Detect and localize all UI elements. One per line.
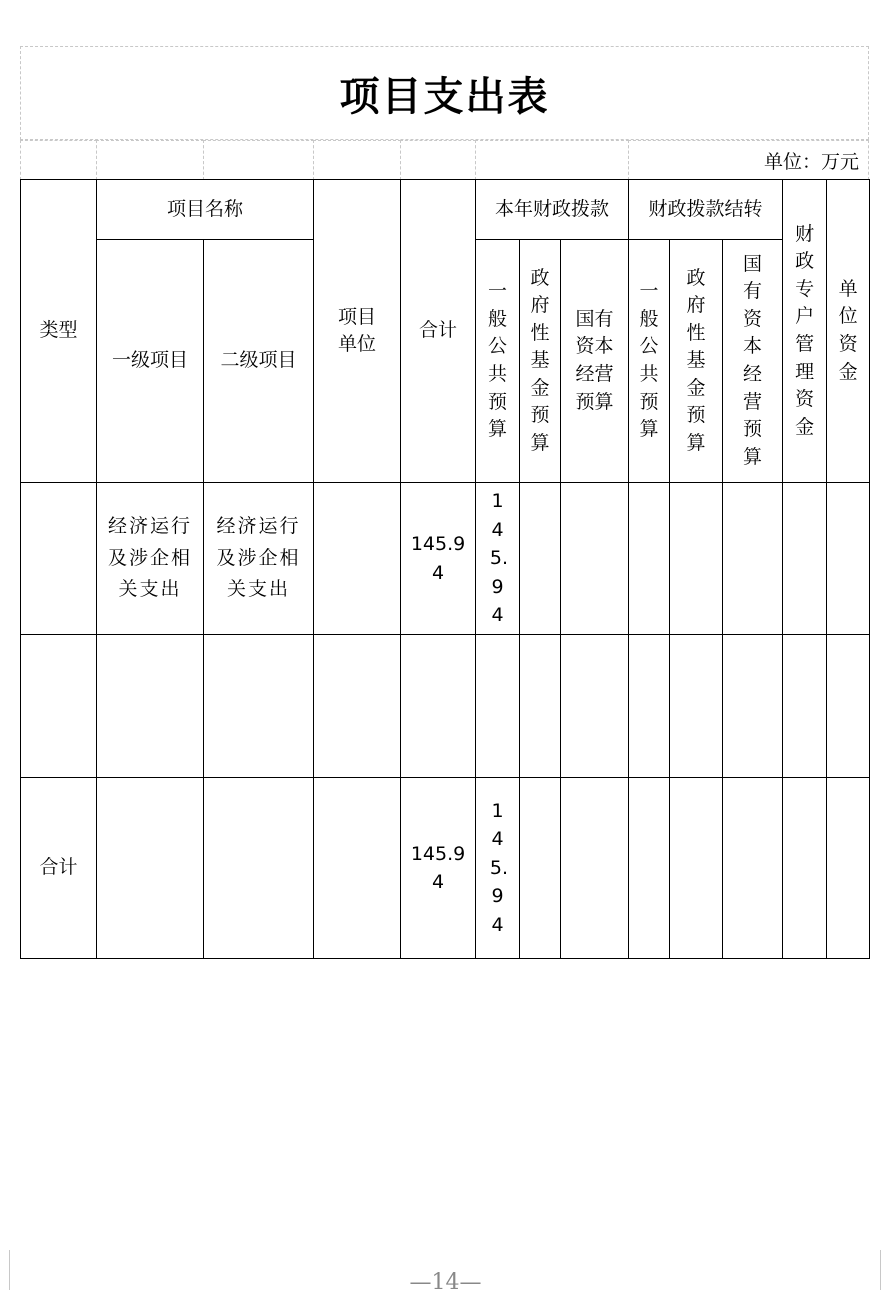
cell-empty [561,635,629,778]
header-type: 类型 [21,180,97,483]
cell-empty [520,483,561,635]
cell-empty [670,635,723,778]
header-general-budget [476,240,520,483]
header-total: 合计 [401,180,476,483]
cell-type-total: 合计 [21,778,97,959]
cell-level2-text: 经济运行及涉企相关支出 [216,515,301,601]
unit-label: 单位：万元 [763,150,859,173]
cell-general [476,483,520,635]
table-row [21,635,870,778]
page-title: 项目支出表 [339,72,550,120]
cell-unit [314,778,401,959]
header-general-budget-b [629,240,670,483]
cell-total [401,483,476,635]
header-current-year: 本年财政拨款 [476,180,629,240]
cell-general [476,635,520,778]
header-general-budget-b-text: 一般公共预算 [639,280,659,441]
cell-empty [827,483,870,635]
unit-row-cell [475,140,629,180]
header-special-account [783,180,827,483]
header-gov-fund-budget [520,240,561,483]
unit-row-cell [313,140,401,180]
cell-general-text: 145.94 [489,490,509,627]
header-state-capital-budget-b [723,240,783,483]
header-carryover: 财政拨款结转 [629,180,783,240]
header-project-name: 项目名称 [97,180,314,240]
cell-level2 [204,635,314,778]
cell-level1 [97,635,204,778]
header-project-unit [314,180,401,483]
unit-row-cell [20,140,97,180]
cell-empty [827,635,870,778]
cell-general-text: 145.94 [489,799,509,936]
cell-empty [827,778,870,959]
cell-empty [561,483,629,635]
cell-empty [783,635,827,778]
cell-empty [670,778,723,959]
header-state-capital-budget-text: 国有资本经营预算 [575,307,614,413]
header-level1: 一级项目 [97,240,204,483]
unit-row-cell [203,140,314,180]
cell-unit [314,483,401,635]
cell-empty [783,483,827,635]
cell-total [401,778,476,959]
cell-unit [314,635,401,778]
header-gov-fund-budget-text: 政府性基金预算 [530,266,550,454]
cell-level1 [97,778,204,959]
total-row [21,778,870,959]
cell-empty [723,635,783,778]
page-number: —14— [409,1270,482,1295]
expenditure-table [20,179,870,959]
header-special-account-text: 财政专户管理资金 [795,222,815,438]
header-gov-fund-budget-b-text: 政府性基金预算 [686,266,706,454]
header-unit-funds [827,180,870,483]
cell-empty [723,483,783,635]
cell-empty [629,635,670,778]
cell-empty [723,778,783,959]
table-row [21,483,870,635]
cell-empty [670,483,723,635]
cell-level1-text: 经济运行及涉企相关支出 [107,515,192,601]
cell-level2 [204,483,314,635]
header-project-unit-text: 项目单位 [338,306,377,355]
header-general-budget-text: 一般公共预算 [488,280,508,441]
cell-general [476,778,520,959]
cell-empty [629,483,670,635]
header-unit-funds-text: 单位资金 [838,277,858,383]
unit-row-cell [96,140,204,180]
cell-type [21,635,97,778]
cell-total-text: 145.94 [410,842,466,893]
cell-empty [520,778,561,959]
cell-empty [783,778,827,959]
cell-total-text: 145.94 [410,533,466,584]
header-state-capital-budget [561,240,629,483]
header-gov-fund-budget-b [670,240,723,483]
cell-level2 [204,778,314,959]
cell-empty [629,778,670,959]
header-state-capital-budget-b-text: 国有资本经营预算 [743,252,763,468]
cell-total [401,635,476,778]
cell-empty [561,778,629,959]
header-row-1 [21,180,870,240]
header-level2: 二级项目 [204,240,314,483]
cell-level1 [97,483,204,635]
unit-row-cell [400,140,476,180]
cell-type [21,483,97,635]
cell-empty [520,635,561,778]
